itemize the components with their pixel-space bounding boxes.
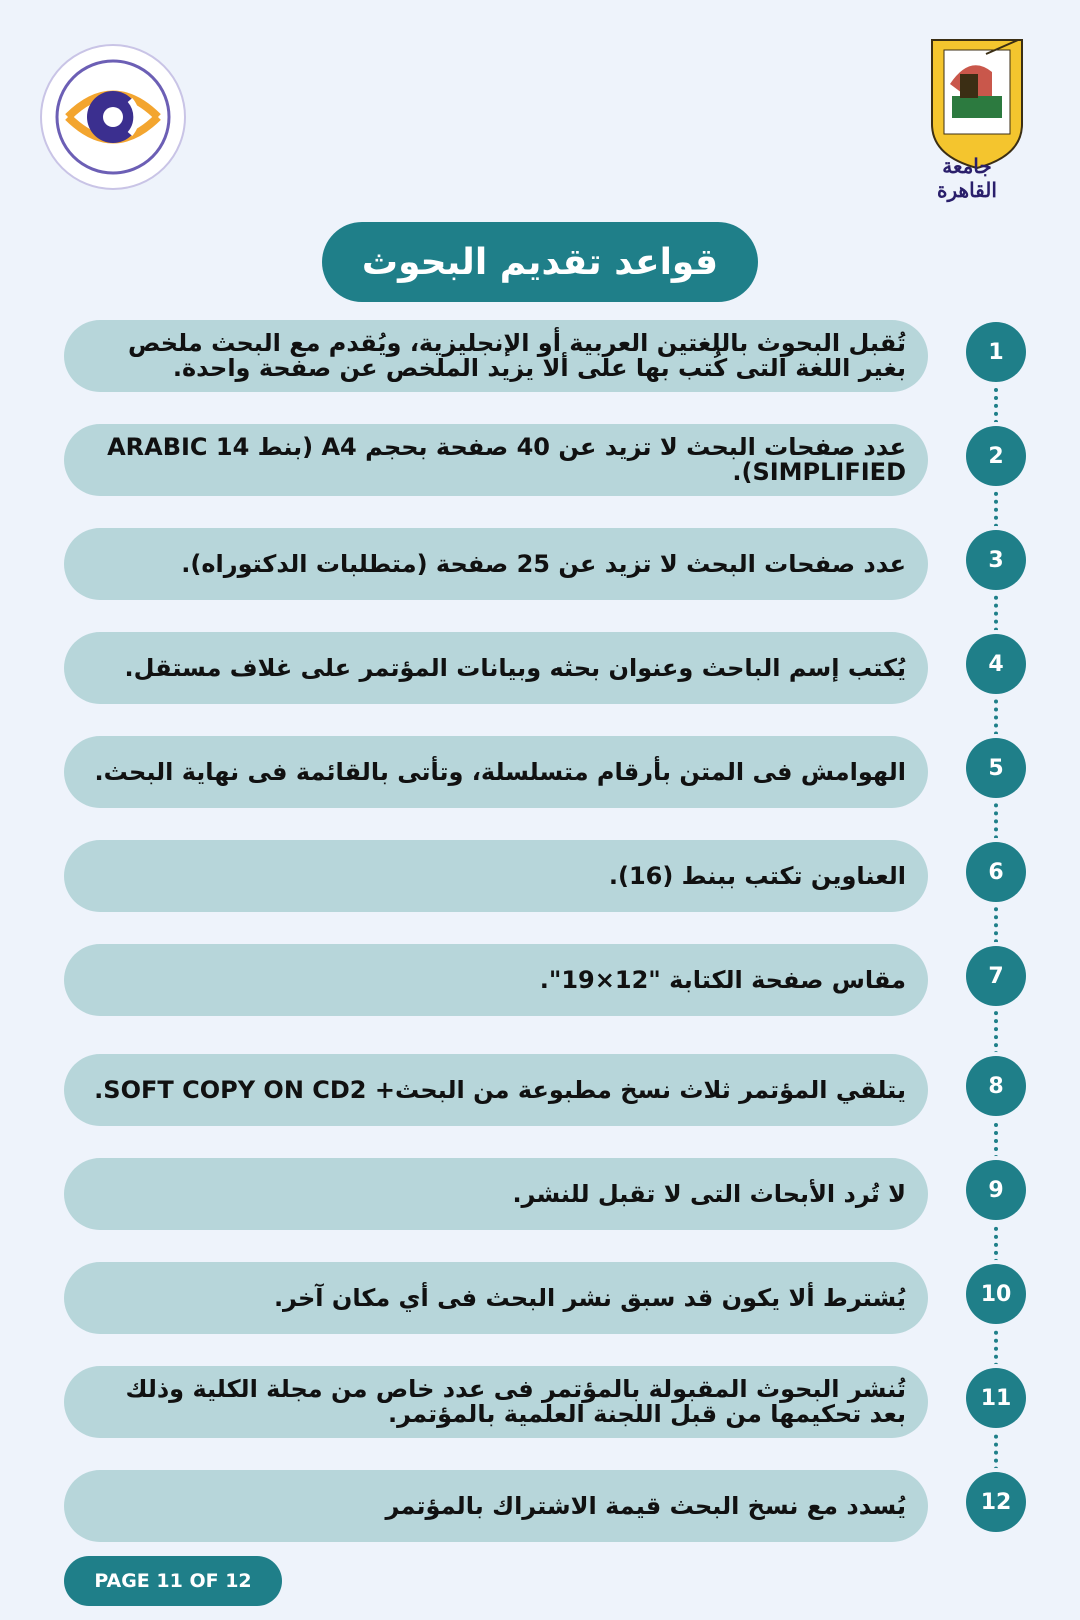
rule-text: تُقبل البحوث باللغتين العربية أو الإنجليزية، ويُقدم مع البحث ملخص بغير اللغة التى كُتب بها على ألا يزيد الملخص عن صفحة واحدة. xyxy=(128,329,906,382)
rule-number-badge: 6 xyxy=(966,842,1026,902)
rule-item xyxy=(0,424,1080,496)
rule-number-badge: 9 xyxy=(966,1160,1026,1220)
rule-number-badge: 4 xyxy=(966,634,1026,694)
rule-item xyxy=(0,632,1080,704)
rule-bubble xyxy=(64,1262,928,1334)
rule-bubble xyxy=(64,1054,928,1126)
rule-item xyxy=(0,1054,1080,1126)
rule-item xyxy=(0,1470,1080,1542)
rule-text: مقاس صفحة الكتابة "12×19". xyxy=(539,965,906,994)
rule-item xyxy=(0,840,1080,912)
rule-item xyxy=(0,1366,1080,1438)
timeline-connector xyxy=(994,348,998,1512)
rule-text: عدد صفحات البحث لا تزيد عن 40 صفحة بحجم A4 (بنط 14 ARABIC SIMPLIFIED). xyxy=(107,433,906,486)
rule-number-badge: 11 xyxy=(966,1368,1026,1428)
rule-bubble xyxy=(64,424,928,496)
rule-number-badge: 3 xyxy=(966,530,1026,590)
rule-bubble xyxy=(64,320,928,392)
rule-bubble xyxy=(64,1158,928,1230)
rule-number-badge: 2 xyxy=(966,426,1026,486)
rule-item xyxy=(0,320,1080,392)
university-name-text: جامعة القاهرة xyxy=(937,154,997,202)
rule-bubble xyxy=(64,528,928,600)
rule-text: لا تُرد الأبحاث التى لا تقبل للنشر. xyxy=(512,1179,906,1208)
rule-number-badge: 12 xyxy=(966,1472,1026,1532)
rule-text: يتلقي المؤتمر ثلاث نسخ مطبوعة من البحث+ SOFT COPY ON CD2. xyxy=(94,1075,906,1104)
rule-number-badge: 1 xyxy=(966,322,1026,382)
rule-bubble xyxy=(64,632,928,704)
rule-bubble xyxy=(64,1366,928,1438)
rule-item xyxy=(0,944,1080,1016)
page-indicator: PAGE 11 OF 12 xyxy=(64,1556,282,1606)
rule-bubble xyxy=(64,840,928,912)
rule-text: تُنشر البحوث المقبولة بالمؤتمر فى عدد خاص من مجلة الكلية وذلك بعد تحكيمها من قبل اللجنة العلمية بالمؤتمر. xyxy=(125,1375,906,1428)
rule-text: عدد صفحات البحث لا تزيد عن 25 صفحة (متطلبات الدكتوراه). xyxy=(181,549,906,578)
rule-text: يُكتب إسم الباحث وعنوان بحثه وبيانات المؤتمر على غلاف مستقل. xyxy=(124,653,906,682)
rule-text: يُسدد مع نسخ البحث قيمة الاشتراك بالمؤتمر xyxy=(385,1491,906,1520)
rule-bubble xyxy=(64,944,928,1016)
rule-text: الهوامش فى المتن بأرقام متسلسلة، وتأتى بالقائمة فى نهاية البحث. xyxy=(94,757,906,786)
rule-bubble xyxy=(64,736,928,808)
rule-item xyxy=(0,736,1080,808)
faculty-mass-communication-logo-icon xyxy=(38,42,188,192)
rule-bubble xyxy=(64,1470,928,1542)
rule-item xyxy=(0,1262,1080,1334)
cairo-university-logo xyxy=(930,34,1050,204)
rule-number-badge: 8 xyxy=(966,1056,1026,1116)
rule-item xyxy=(0,1158,1080,1230)
page-title: قواعد تقديم البحوث xyxy=(322,222,758,302)
rule-text: يُشترط ألا يكون قد سبق نشر البحث فى أي مكان آخر. xyxy=(273,1283,906,1312)
faculty-logo xyxy=(38,42,188,192)
rule-number-badge: 10 xyxy=(966,1264,1026,1324)
rule-number-badge: 7 xyxy=(966,946,1026,1006)
rule-number-badge: 5 xyxy=(966,738,1026,798)
rule-text: العناوين تكتب ببنط (16). xyxy=(608,861,906,890)
rule-item xyxy=(0,528,1080,600)
